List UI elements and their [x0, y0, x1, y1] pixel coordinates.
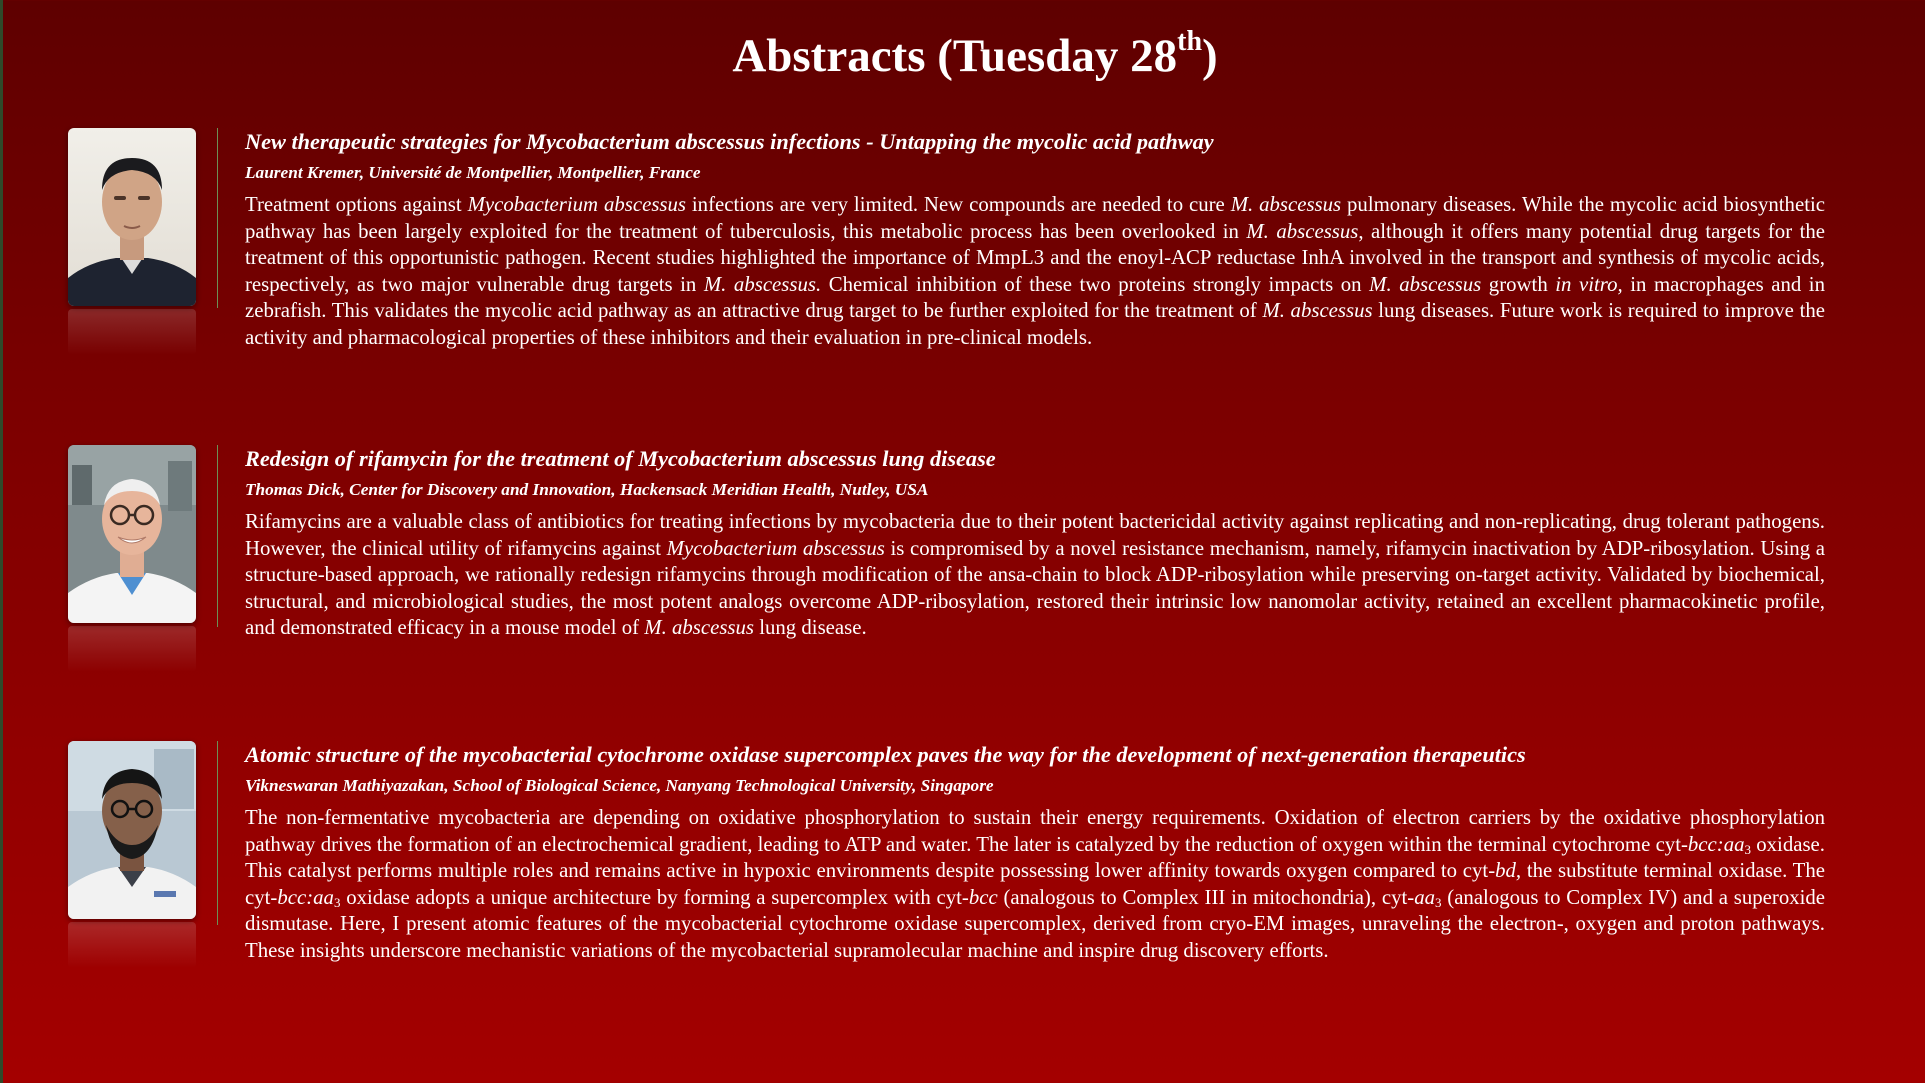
photo-reflection-3 — [68, 922, 196, 968]
abstract-content-1 — [245, 128, 1825, 351]
abstract-author: Laurent Kremer, Université de Montpellier, Montpellier, France — [245, 163, 701, 182]
italic-text: M. abscessus — [1230, 193, 1342, 216]
body-text: , although it offers many potential drug targets for the treatment of this opportunistic pathogen. Recent studies highlighted the importance of MmpL3 and the enoyl-ACP reductase InhA involved in the transport and synthesis of mycolic acids, respectively, as two major vulnerable drug targets in — [245, 219, 1825, 296]
body-text: is compromised by a novel resistance mechanism, namely, rifamycin inactivation by ADP-ribosylation. Using a structure-based approach, we rationally redesign rifamycins through modification of the ansa-chain to block ADP-ribosylation while preserving on-target activity. Validated by biochemical, structural, and microbiological studies, the most potent analogs overcome ADP-ribosylation, restored their intrinsic low nanomolar activity, retained an excellent pharmacokinetic profile, and demonstrated efficacy in a mouse model of — [245, 536, 1825, 639]
body-text: lung disease. — [754, 616, 867, 639]
italic-text: M. abscessus. — [703, 272, 822, 296]
portrait-photo-2 — [68, 445, 196, 623]
italic-text: M. abscessus — [1262, 299, 1373, 322]
body-text: Treatment options against — [245, 193, 468, 216]
italic-text: bd, — [1495, 859, 1522, 882]
vertical-divider-2 — [217, 445, 218, 627]
abstract-title: New therapeutic strategies for Mycobacterium abscessus infections - Untapping the mycolic acid pathway — [245, 129, 1214, 154]
speaker-photo-1 — [68, 128, 196, 355]
vertical-divider-3 — [217, 741, 218, 925]
subscript-text: 3 — [333, 894, 341, 910]
body-text: lung diseases. Future work is required to improve the activity and pharmacological properties of these inhibitors and their evaluation in pre-clinical models. — [245, 299, 1825, 349]
page-title-end: ) — [1202, 30, 1218, 82]
italic-text: Mycobacterium abscessus — [666, 536, 885, 560]
body-text: infections are very limited. New compounds are needed to cure — [686, 193, 1231, 216]
abstract-body — [245, 509, 1825, 642]
body-text: The non-fermentative mycobacteria are depending on oxidative phosphorylation to sustain their energy requirements. Oxidation of electron carriers by the oxidative phosphorylation pathway drives the formation of an electrochemical gradient, leading to ATP and water. The later is catalyzed by the reduction of oxygen within the terminal cytochrome cyt- — [245, 806, 1825, 856]
abstract-author: Vikneswaran Mathiyazakan, School of Biological Science, Nanyang Technological University, Singapore — [245, 776, 994, 795]
italic-text: M. abscessus — [1369, 272, 1482, 296]
subscript-text: 3 — [1434, 894, 1442, 910]
body-text: (analogous to Complex III in mitochondria), cyt- — [997, 885, 1415, 909]
abstract-content-2 — [245, 445, 1825, 642]
page-title-superscript: th — [1177, 26, 1203, 57]
body-text: (analogous to Complex IV) and a superoxide dismutase. Here, I present atomic features of the mycobacterial cytochrome oxidase supercomplex, derived from cryo-EM images, unraveling the electron-, oxygen and proton pathways. These insights underscore mechanistic variations of the mycobacterial supramolecular machine and inspire drug discovery efforts. — [245, 885, 1826, 962]
photo-reflection-2 — [68, 626, 196, 672]
speaker-photo-2 — [68, 445, 196, 672]
body-text: in macrophages and in zebrafish. This validates the mycolic acid pathway as an attractive drug target to be further exploited for the treatment of — [245, 272, 1825, 322]
abstract-title: Atomic structure of the mycobacterial cytochrome oxidase supercomplex paves the way for the development of next-generation therapeutics — [245, 742, 1526, 767]
abstract-title: Redesign of rifamycin for the treatment of Mycobacterium abscessus lung disease — [245, 446, 996, 471]
body-text: growth — [1481, 272, 1556, 296]
body-text: oxidase adopts a unique architecture by forming a supercomplex with cyt- — [340, 885, 969, 909]
italic-text: Mycobacterium abscessus — [467, 193, 686, 216]
speaker-photo-3 — [68, 741, 196, 968]
body-text: Rifamycins are a valuable class of antibiotics for treating infections by mycobacteria due to their potent bactericidal activity against replicating and non-replicating, drug tolerant pathogens. However, the clinical utility of rifamycins against — [245, 510, 1825, 560]
page-title — [0, 26, 1925, 86]
italic-text: in vitro, — [1555, 272, 1623, 296]
italic-text: M. abscessus — [1246, 219, 1359, 243]
italic-text: bcc:aa — [277, 885, 334, 909]
subscript-text: 3 — [1744, 841, 1751, 857]
italic-text: bcc:aa — [1687, 832, 1745, 856]
body-text: Chemical inhibition of these two proteins strongly impacts on — [821, 272, 1370, 296]
abstract-author: Thomas Dick, Center for Discovery and Innovation, Hackensack Meridian Health, Nutley, USA — [245, 480, 929, 499]
left-edge-stripe — [0, 0, 3, 1083]
body-text: the substitute terminal oxidase. The cyt- — [245, 859, 1825, 909]
italic-text: aa — [1414, 885, 1435, 909]
portrait-photo-3 — [68, 741, 196, 919]
italic-text: M. abscessus — [644, 616, 755, 639]
page-title-main: Abstracts (Tuesday 28 — [732, 30, 1178, 82]
portrait-photo-1 — [68, 128, 196, 306]
abstract-content-3 — [245, 741, 1825, 964]
abstract-body — [245, 805, 1825, 964]
body-text: oxidase. This catalyst performs multiple roles and remains active in hypoxic environments despite possessing lower affinity towards oxygen compared to cyt- — [245, 832, 1825, 882]
body-text: pulmonary diseases. While the mycolic acid biosynthetic pathway has been largely exploited for the treatment of tuberculosis, this metabolic process has been overlooked in — [245, 193, 1825, 243]
abstract-body — [245, 192, 1825, 351]
vertical-divider-1 — [217, 128, 218, 308]
photo-reflection-1 — [68, 309, 196, 355]
italic-text: bcc — [968, 885, 998, 909]
